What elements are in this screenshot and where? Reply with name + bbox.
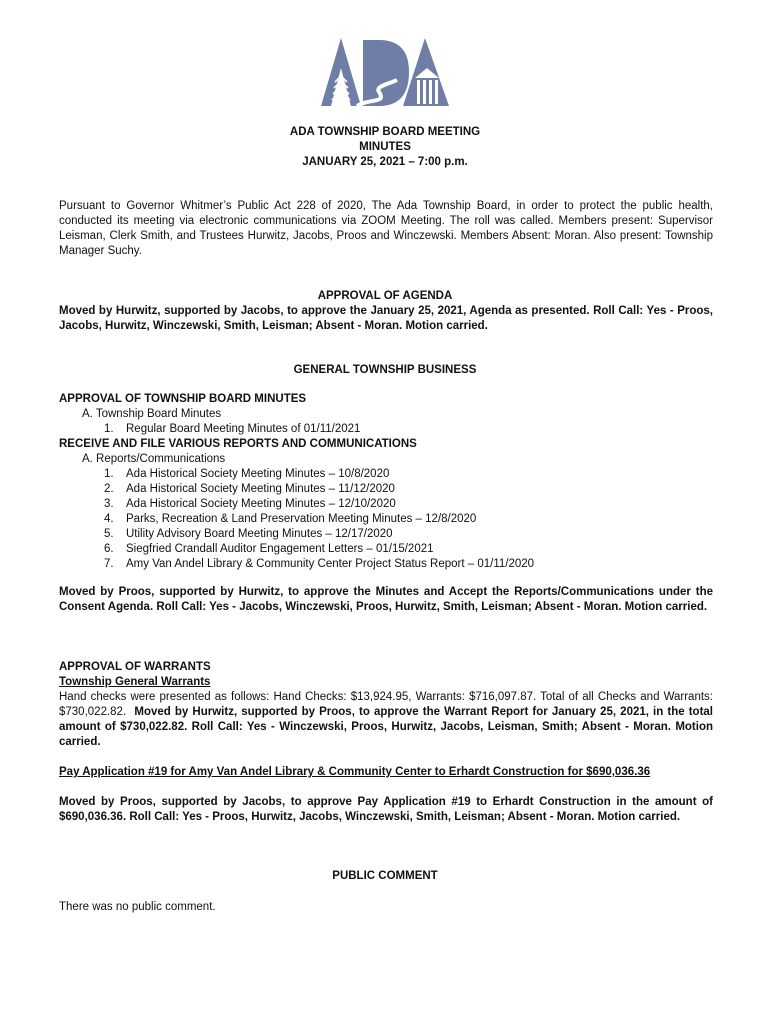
item-text: Parks, Recreation & Land Preservation Meeting Minutes – 12/8/2020 — [126, 513, 477, 525]
consent-motion: Moved by Proos, supported by Hurwitz, to approve the Minutes and Accept the Reports/Communications under the Consent Agenda. Roll Call: Yes - Jacobs, Winczewski, Proos, Hurwitz, Smith, Leisman; Absent - Moran. Motion carried. — [59, 586, 713, 613]
public-comment-heading: PUBLIC COMMENT — [332, 870, 438, 882]
ada-township-logo — [317, 34, 452, 108]
warrants-heading: APPROVAL OF WARRANTS — [59, 661, 211, 673]
report-item — [59, 467, 713, 482]
report-item — [59, 557, 713, 572]
report-item — [59, 497, 713, 512]
payapp-motion: Moved by Proos, supported by Jacobs, to approve Pay Application #19 to Erhardt Construction in the amount of $690,036.36. Roll Call: Yes - Proos, Hurwitz, Jacobs, Winczewski, Smith, Leisman; Absent - Moran. Motion carried. — [59, 796, 713, 823]
item-text: Ada Historical Society Meeting Minutes – 12/10/2020 — [126, 498, 396, 510]
item-text: Amy Van Andel Library & Community Center Project Status Report – 01/11/2020 — [126, 558, 535, 570]
agenda-motion: Moved by Hurwitz, supported by Jacobs, to approve the January 25, 2021, Agenda as presented. Roll Call: Yes - Proos, Jacobs, Hurwitz, Winczewski, Smith, Leisman; Absent - Moran. Motion carried. — [59, 305, 713, 332]
header-line-3: JANUARY 25, 2021 – 7:00 p.m. — [302, 156, 468, 168]
header-line-1: ADA TOWNSHIP BOARD MEETING — [289, 126, 481, 138]
report-item — [59, 512, 713, 527]
item-text: Utility Advisory Board Meeting Minutes – 12/17/2020 — [126, 528, 393, 540]
item-number: 4. — [104, 513, 114, 525]
minutes-sub-a: A. Township Board Minutes — [82, 408, 222, 420]
warrants-text: Hand checks were presented as follows: Hand Checks: $13,924.95, Warrants: $716,097.87. Total of all Checks and Warrants: $730,022.82. — [59, 691, 713, 718]
consent-section — [59, 392, 713, 572]
intro-paragraph: Pursuant to Governor Whitmer’s Public Act 228 of 2020, The Ada Township Board, in order to protect the public health, conducted its meeting via electronic communications via ZOOM Meeting. The roll was called. Members present: Supervisor Leisman, Clerk Smith, and Trustees Hurwitz, Jacobs, Proos and Winczewski. Members Absent: Moran. Also present: Township Manager Suchy. — [59, 200, 713, 257]
general-business-heading: GENERAL TOWNSHIP BUSINESS — [293, 364, 477, 376]
item-text: Ada Historical Society Meeting Minutes – 11/12/2020 — [126, 483, 395, 495]
item-number: 5. — [104, 528, 114, 540]
report-item — [59, 542, 713, 557]
minutes-item — [59, 422, 713, 437]
item-text: Regular Board Meeting Minutes of 01/11/2021 — [126, 423, 361, 435]
warrants-paragraph — [59, 690, 713, 750]
reports-sub-a: A. Reports/Communications — [82, 453, 226, 465]
item-text: Ada Historical Society Meeting Minutes – 10/8/2020 — [126, 468, 390, 480]
meeting-title — [0, 125, 770, 170]
item-number: 1. — [104, 423, 114, 435]
warrants-subheading: Township General Warrants — [59, 676, 211, 688]
report-item — [59, 527, 713, 542]
item-number: 6. — [104, 543, 114, 555]
agenda-heading: APPROVAL OF AGENDA — [317, 290, 453, 302]
minutes-heading: APPROVAL OF TOWNSHIP BOARD MINUTES — [59, 393, 307, 405]
item-number: 7. — [104, 558, 114, 570]
item-text: Siegfried Crandall Auditor Engagement Letters – 01/15/2021 — [126, 543, 434, 555]
item-number: 3. — [104, 498, 114, 510]
payapp-heading: Pay Application #19 for Amy Van Andel Library & Community Center to Erhardt Construction for $690,036.36 — [59, 766, 651, 778]
item-number: 2. — [104, 483, 114, 495]
item-number: 1. — [104, 468, 114, 480]
header-line-2: MINUTES — [359, 141, 411, 153]
reports-heading: RECEIVE AND FILE VARIOUS REPORTS AND COMMUNICATIONS — [59, 438, 417, 450]
public-comment-text: There was no public comment. — [59, 901, 216, 913]
report-item — [59, 482, 713, 497]
warrants-motion: Moved by Hurwitz, supported by Proos, to approve the Warrant Report for January 25, 2021, in the total amount of $730,022.82. Roll Call: Yes - Winczewski, Proos, Hurwitz, Jacobs, Leisman, Smith; Absent - Moran. Motion carried. — [59, 706, 714, 748]
warrants-section — [59, 660, 713, 750]
